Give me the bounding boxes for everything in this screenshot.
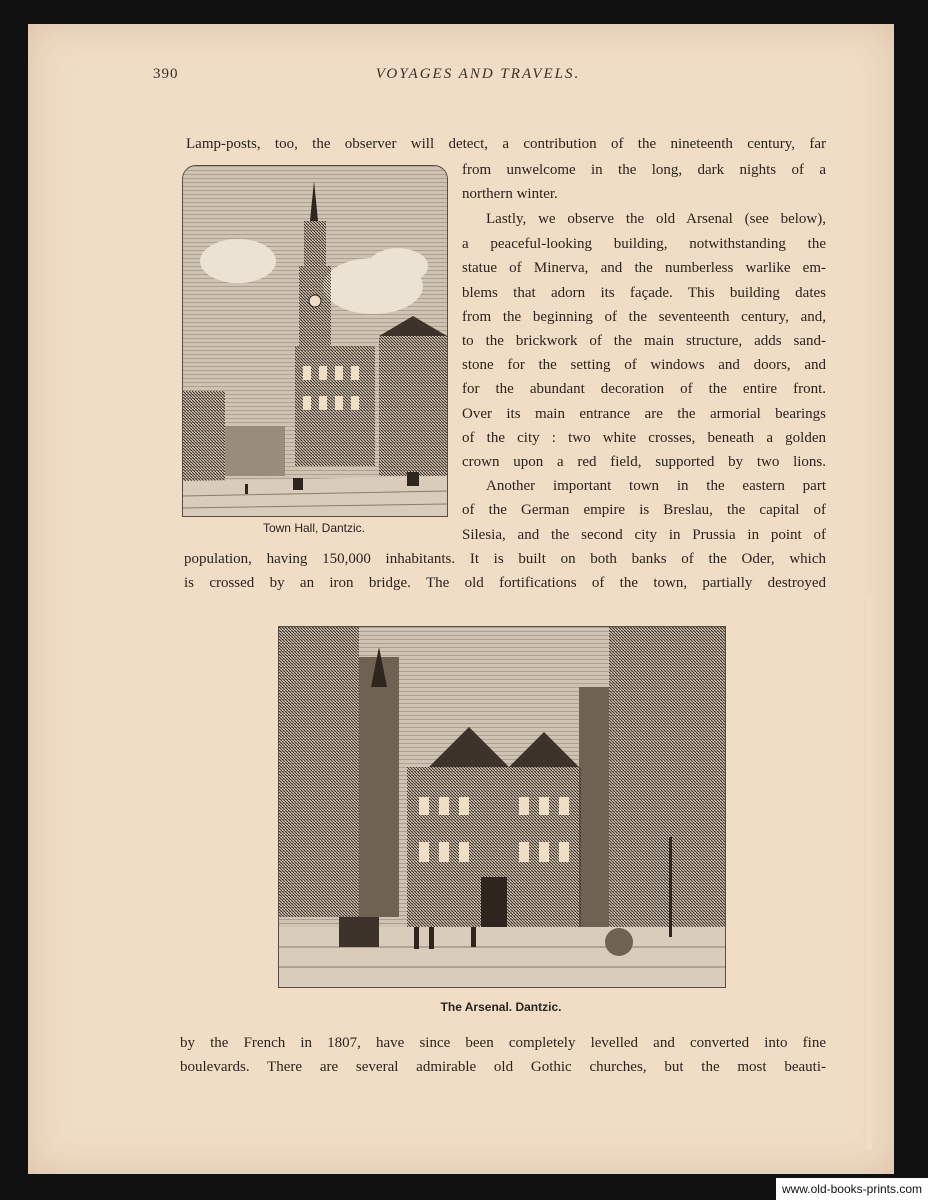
running-head	[153, 66, 803, 90]
arsenal-illustration	[279, 627, 725, 987]
text-line: for the abundant decoration of the entire front.	[462, 381, 826, 397]
text-line: of the German empire is Breslau, the capital of	[462, 502, 826, 518]
text-line: Over its main entrance are the armorial bearings	[462, 406, 826, 422]
text-line: Silesia, and the second city in Prussia in point of	[462, 527, 826, 543]
text-line: boulevards. There are several admirable old Gothic churches, but the most beauti-	[180, 1059, 826, 1075]
text-line: blems that adorn its façade. This building dates	[462, 285, 826, 301]
text-line: of the city : two white crosses, beneath a golden	[462, 430, 826, 446]
text-line: stone for the setting of windows and doors, and	[462, 357, 826, 373]
text-line: Lastly, we observe the old Arsenal (see below),	[486, 211, 826, 227]
arsenal-caption: The Arsenal. Dantzic.	[440, 1000, 562, 1014]
page-edge	[866, 598, 872, 1150]
arsenal-engraving	[278, 626, 726, 988]
text-line: crown upon a red field, supported by two lions.	[462, 454, 826, 470]
text-line: Lamp-posts, too, the observer will detect, a contribution of the nineteenth century, far	[186, 136, 826, 152]
watermark-link[interactable]: www.old-books-prints.com	[776, 1178, 928, 1200]
text-line: from the beginning of the seventeenth century, and,	[462, 309, 826, 325]
text-line: from unwelcome in the long, dark nights of a	[462, 162, 826, 178]
town-hall-illustration	[183, 166, 447, 516]
running-title: VOYAGES AND TRAVELS.	[375, 66, 581, 82]
text-line: by the French in 1807, have since been completely levelled and converted into fine	[180, 1035, 826, 1051]
text-line: northern winter.	[462, 186, 558, 202]
town-hall-engraving	[182, 165, 448, 517]
text-line: population, having 150,000 inhabitants. It is built on both banks of the Oder, which	[184, 551, 826, 567]
text-line: statue of Minerva, and the numberless warlike em-	[462, 260, 826, 276]
text-line: to the brickwork of the main structure, adds sand-	[462, 333, 826, 349]
page-number: 390	[153, 66, 179, 82]
town-hall-caption: Town Hall, Dantzic.	[262, 521, 366, 535]
text-line: Another important town in the eastern part	[486, 478, 826, 494]
text-line: is crossed by an iron bridge. The old fortifications of the town, partially destroyed	[184, 575, 826, 591]
text-line: a peaceful-looking building, notwithstanding the	[462, 236, 826, 252]
